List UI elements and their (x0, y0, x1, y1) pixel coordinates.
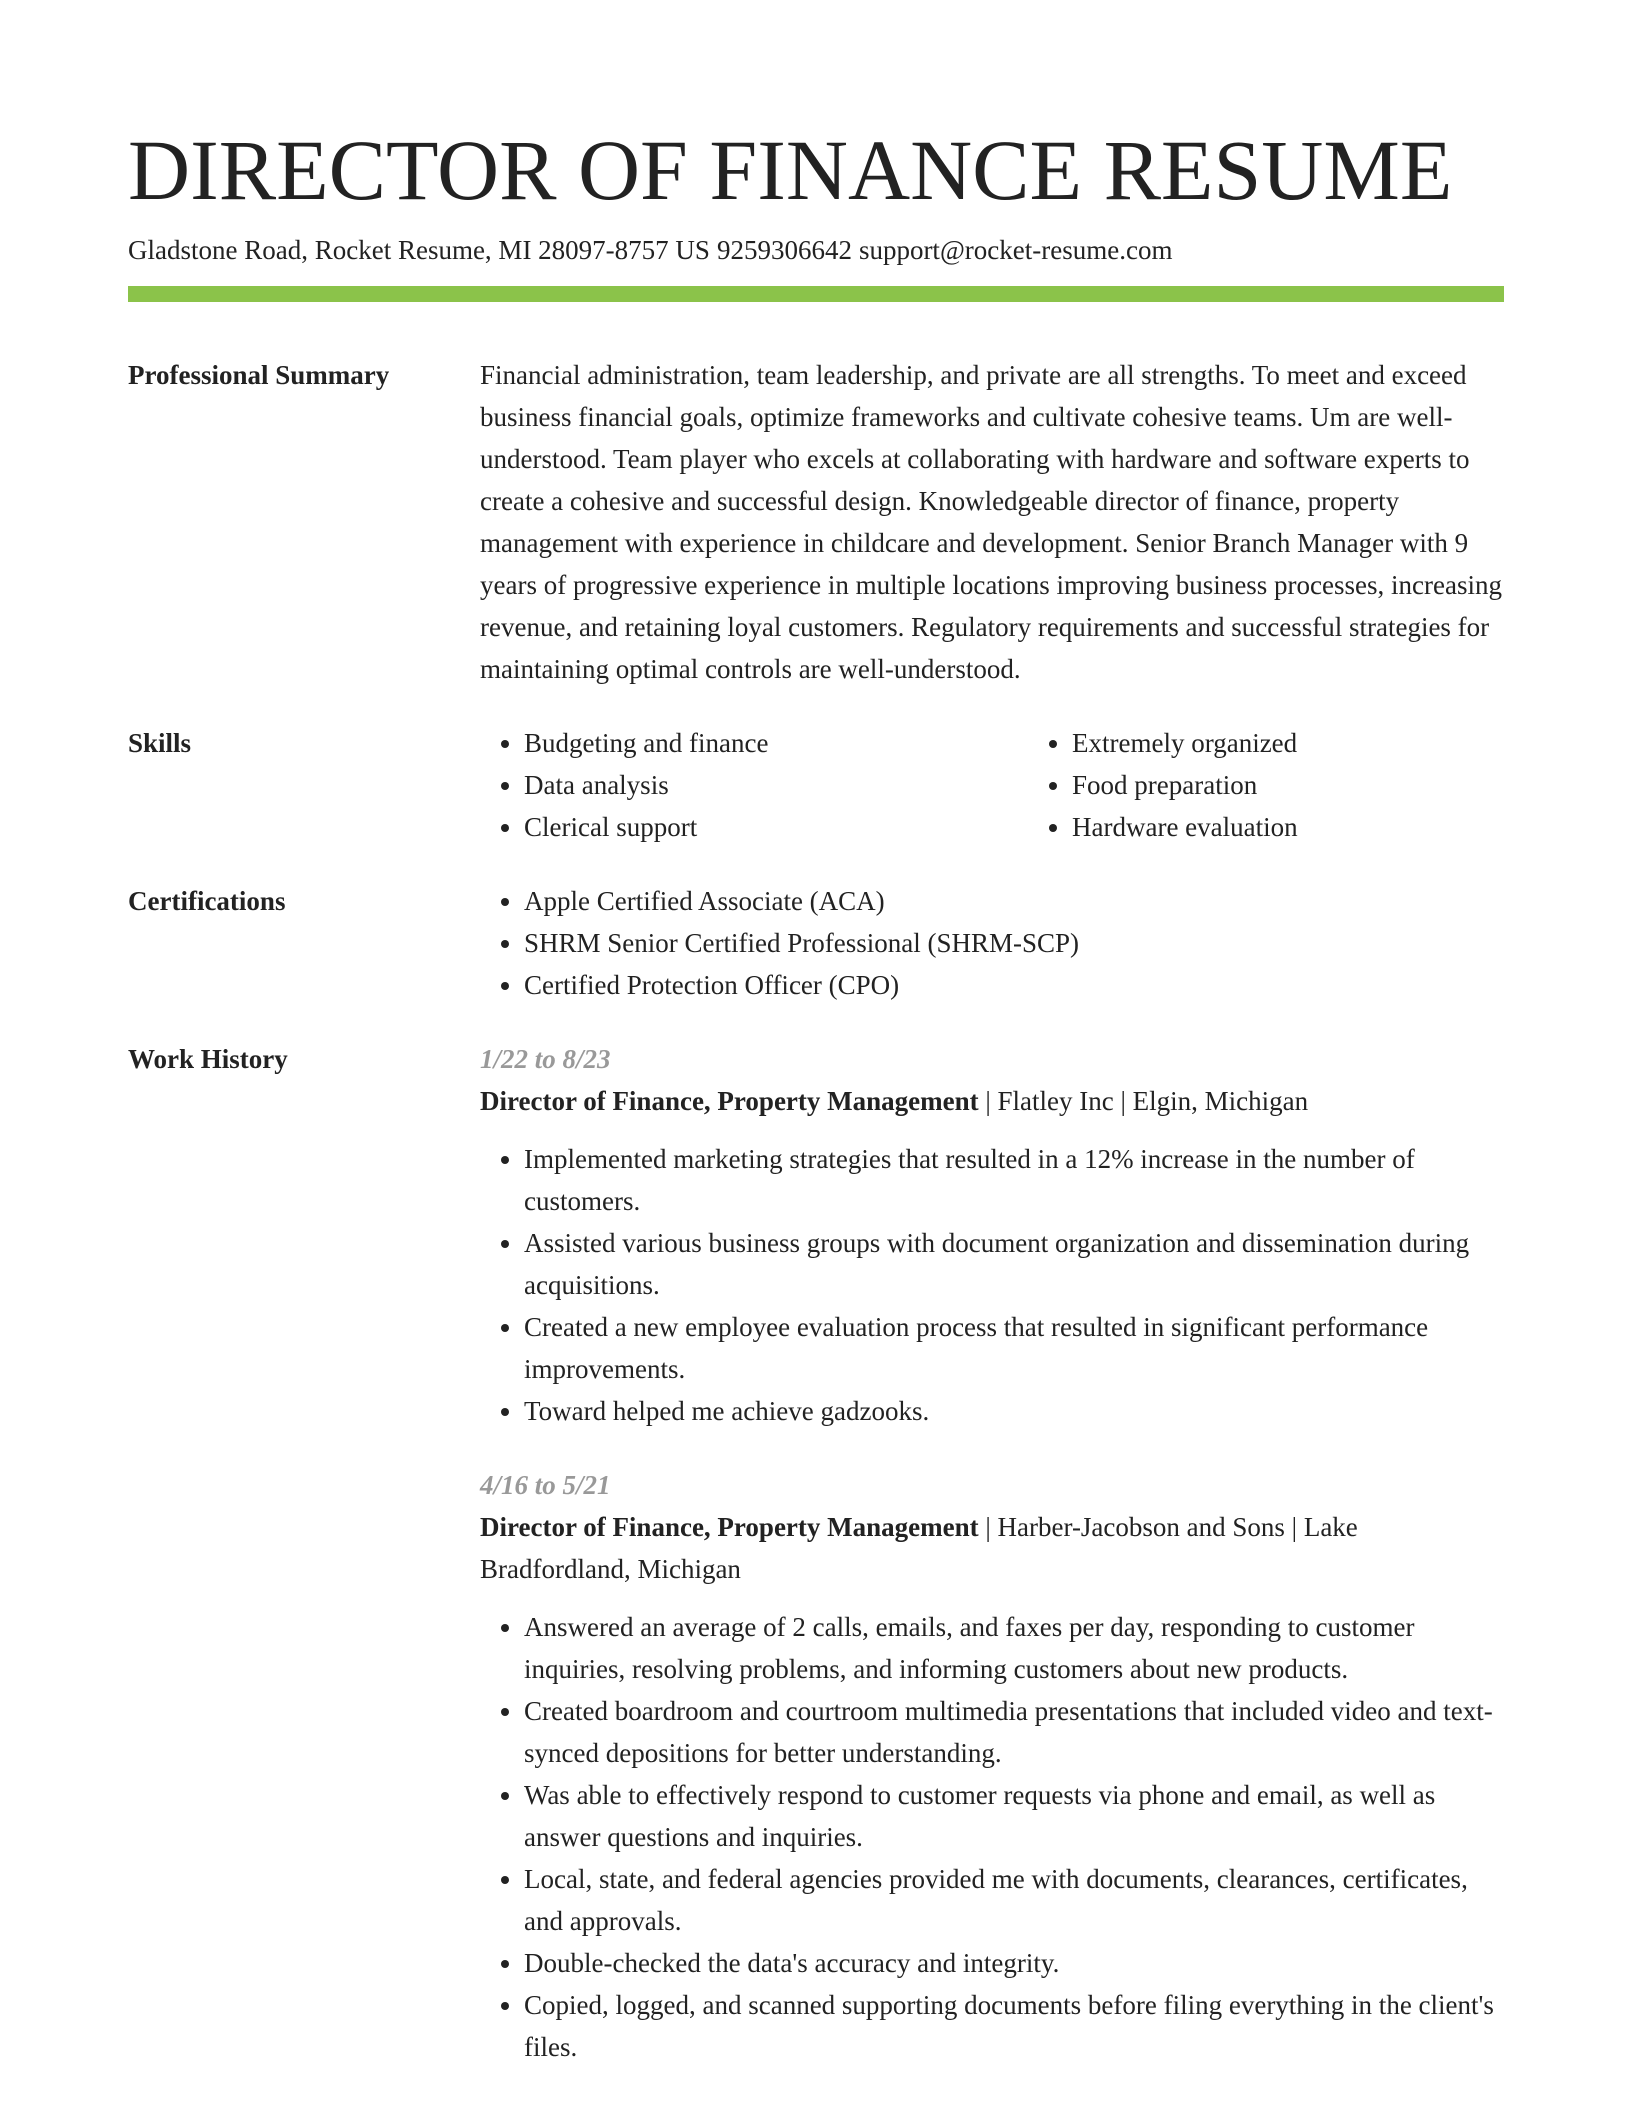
summary-label: Professional Summary (128, 360, 390, 390)
skill-item: • Extremely organized (1072, 722, 1576, 764)
skill-item: • Data analysis (524, 764, 1028, 806)
contact-line (128, 232, 1504, 268)
skill-item: • Food preparation (1072, 764, 1576, 806)
job-details: | Harber-Jacobson and Sons | Lake Bradfordland, Michigan (480, 1512, 1358, 1584)
job-details: | Flatley Inc | Elgin, Michigan (978, 1086, 1309, 1116)
job-bullet: • Assisted various business groups with document organization and dissemination during acquisitions. (524, 1222, 1504, 1306)
job-bullet: • Was able to effectively respond to customer requests via phone and email, as well as answer questions and inquiries. (524, 1774, 1504, 1858)
job-entry (480, 1464, 1504, 2068)
job-bullet: • Double-checked the data's accuracy and integrity. (524, 1942, 1504, 1984)
work-history-label: Work History (128, 1044, 288, 1074)
skill-item: • Clerical support (524, 806, 1028, 848)
job-bullet: • Created a new employee evaluation process that resulted in significant performance improvements. (524, 1306, 1504, 1390)
job-bullet: • Answered an average of 2 calls, emails, and faxes per day, responding to customer inquiries, resolving problems, and informing customers about new products. (524, 1606, 1504, 1690)
job-bullet: • Created boardroom and courtroom multimedia presentations that included video and text-synced depositions for better understanding. (524, 1690, 1504, 1774)
contact-address: Gladstone Road, Rocket Resume, MI 28097-8757 US (128, 235, 710, 265)
summary-section (128, 354, 1504, 690)
job-heading (480, 1080, 1504, 1122)
job-title: Director of Finance, Property Management (480, 1512, 979, 1542)
job-heading (480, 1506, 1504, 1590)
job-dates: 1/22 to 8/23 (480, 1044, 611, 1074)
resume-page (128, 118, 1504, 2068)
header-divider (128, 286, 1504, 302)
job-bullet: • Toward helped me achieve gadzooks. (524, 1390, 1504, 1432)
job-bullet: • Copied, logged, and scanned supporting documents before filing everything in the client's files. (524, 1984, 1504, 2068)
job-bullet: • Implemented marketing strategies that resulted in a 12% increase in the number of customers. (524, 1138, 1504, 1222)
skill-item: • Budgeting and finance (524, 722, 1028, 764)
work-history-section (128, 1038, 1504, 2068)
certifications-section (128, 880, 1504, 1006)
job-bullet: • Local, state, and federal agencies provided me with documents, clearances, certificates, and approvals. (524, 1858, 1504, 1942)
skills-list-left (480, 722, 1028, 848)
job-title: Director of Finance, Property Management (480, 1086, 979, 1116)
job-bullets (480, 1606, 1504, 2068)
job-dates: 4/16 to 5/21 (480, 1470, 611, 1500)
certification-item: • Certified Protection Officer (CPO) (524, 964, 1504, 1006)
certification-item: • SHRM Senior Certified Professional (SHRM-SCP) (524, 922, 1504, 964)
contact-email: support@rocket-resume.com (858, 235, 1173, 265)
job-entry (480, 1038, 1504, 1432)
certifications-label: Certifications (128, 886, 286, 916)
resume-title: DIRECTOR OF FINANCE RESUME (128, 122, 1453, 218)
job-bullets (480, 1138, 1504, 1432)
skill-item: • Hardware evaluation (1072, 806, 1576, 848)
skills-grid (480, 722, 1576, 848)
contact-phone: 9259306642 (716, 235, 852, 265)
summary-text: Financial administration, team leadership, and private are all strengths. To meet and exceed business financial goals, optimize frameworks and cultivate cohesive teams. Um are well-understood. Team player who excels at collaborating with hardware and software experts to create a cohesive and successful design. Knowledgeable director of finance, property management with experience in childcare and development. Senior Branch Manager with 9 years of progressive experience in multiple locations improving business processes, increasing revenue, and retaining loyal customers. Regulatory requirements and successful strategies for maintaining optimal controls are well-understood. (480, 360, 1502, 684)
skills-list-right (1028, 722, 1576, 848)
skills-section (128, 722, 1504, 848)
certification-item: • Apple Certified Associate (ACA) (524, 880, 1504, 922)
certifications-list (480, 880, 1504, 1006)
skills-label: Skills (128, 728, 192, 758)
